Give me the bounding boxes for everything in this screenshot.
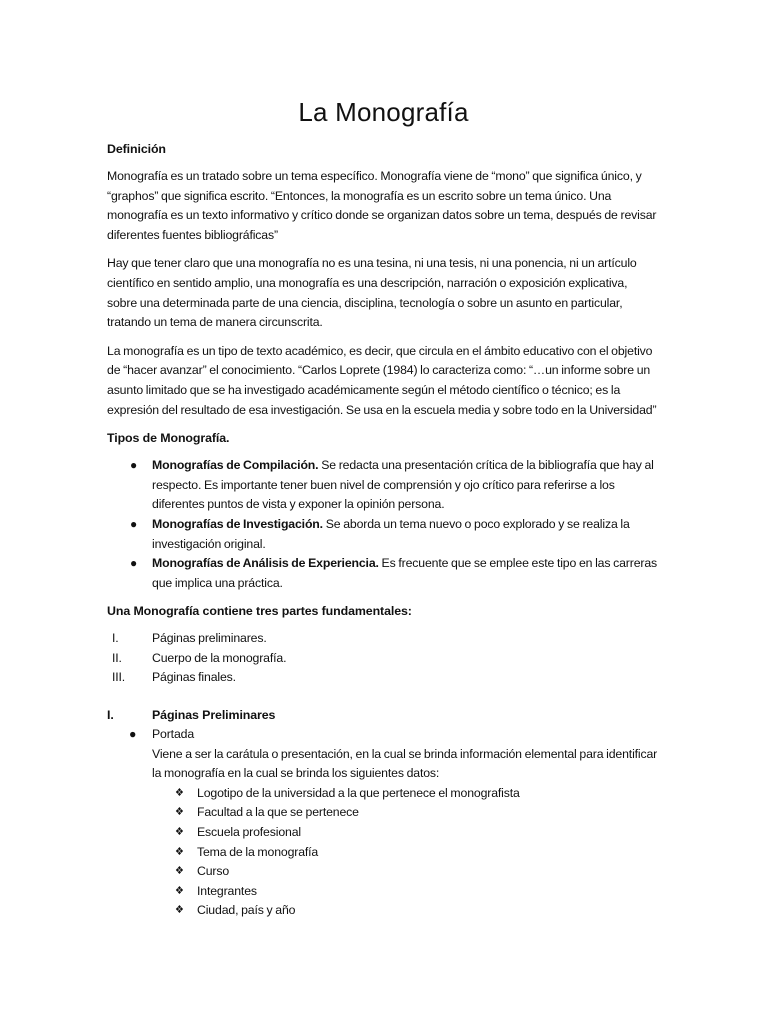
portada-text: Viene a ser la carátula o presentación, en la cual se brinda información elemental para identificar la monografía en la cual se brinda los siguientes datos: — [152, 746, 658, 781]
list-item — [175, 803, 660, 823]
diamond-bullet-icon: ❖ — [175, 786, 184, 799]
list-item — [130, 554, 660, 593]
list-item-text: Logotipo de la universidad a la que pertenece el monografista — [197, 785, 520, 800]
section-preliminares — [107, 706, 660, 725]
list-item — [112, 668, 660, 688]
list-item-text: Tema de la monografía — [197, 844, 319, 859]
list-item-bold: Monografías de Compilación. — [152, 458, 319, 473]
section-heading-definicion: Definición — [107, 142, 166, 156]
diamond-bullet-icon: ❖ — [175, 845, 184, 858]
list-item — [112, 649, 660, 669]
portada-label: Portada — [152, 727, 195, 742]
list-item-text: Curso — [197, 864, 230, 879]
diamond-bullet-icon: ❖ — [175, 865, 184, 878]
section-heading-preliminares: Páginas Preliminares — [152, 708, 276, 723]
portada-items-list — [107, 784, 660, 921]
roman-numeral: III. — [112, 670, 126, 685]
list-item-text: Cuerpo de la monografía. — [152, 650, 287, 665]
roman-numeral: I. — [112, 631, 119, 646]
bullet-icon: ● — [130, 556, 138, 571]
partes-list — [107, 629, 660, 688]
list-item-text: Escuela profesional — [197, 825, 301, 840]
list-item — [175, 843, 660, 863]
list-item — [175, 862, 660, 882]
list-item-text: Es frecuente que se emplee este tipo en las carreras que implica una práctica. — [152, 556, 658, 590]
list-item — [175, 901, 660, 921]
bullet-icon: ● — [130, 458, 138, 473]
section-heading-partes: Una Monografía contiene tres partes fundamentales: — [107, 604, 412, 619]
paragraph-definicion-2: Hay que tener claro que una monografía no es una tesina, ni una tesis, ni una ponencia, ni un artículo científico en sentido amplio, una monografía es una descripción, narración o exposición explicativa, sobre una determinada parte de una ciencia, disciplina, tecnología o sobre un asunto en particular, tratando un tema de manera circunscrita. — [107, 256, 637, 330]
page-title: La Monografía — [298, 97, 469, 127]
diamond-bullet-icon: ❖ — [175, 904, 184, 917]
diamond-bullet-icon: ❖ — [175, 806, 184, 819]
list-item — [130, 515, 660, 554]
section-heading-tipos: Tipos de Monografía. — [107, 431, 230, 446]
list-item-text: Se redacta una presentación crítica de la bibliografía que hay al respecto. Es importante tener buen nivel de comprensión y ojo crítico para referirse a los diferentes puntos de vista y exponer la opinión persona. — [152, 458, 654, 512]
list-item — [130, 456, 660, 515]
list-item-text: Facultad a la que se pertenece — [197, 805, 359, 820]
list-item — [175, 823, 660, 843]
roman-numeral: I. — [107, 708, 114, 723]
portada-block — [107, 725, 660, 784]
diamond-bullet-icon: ❖ — [175, 826, 184, 839]
list-item-text: Ciudad, país y año — [197, 903, 296, 918]
paragraph-definicion-1: Monografía es un tratado sobre un tema específico. Monografía viene de “mono” que significa único, y “graphos” que significa escrito. “Entonces, la monografía es un escrito sobre un tema único. Una monografía es un texto informativo y crítico donde se organizan datos sobre un tema, después de revisar diferentes fuentes bibliográficas” — [107, 169, 657, 242]
list-item-text: Integrantes — [197, 883, 257, 898]
tipos-list — [107, 456, 660, 593]
list-item — [175, 784, 660, 804]
bullet-icon: ● — [130, 516, 138, 531]
list-item — [112, 629, 660, 649]
bullet-icon: ● — [129, 727, 137, 742]
list-item-bold: Monografías de Análisis de Experiencia. — [152, 556, 379, 571]
list-item-text: Páginas finales. — [152, 670, 236, 685]
list-item — [175, 882, 660, 902]
roman-numeral: II. — [112, 650, 122, 665]
list-item-text: Se aborda un tema nuevo o poco explorado y se realiza la investigación original. — [152, 516, 630, 551]
diamond-bullet-icon: ❖ — [175, 884, 184, 897]
paragraph-definicion-3: La monografía es un tipo de texto académico, es decir, que circula en el ámbito educativo con el objetivo de “hacer avanzar” el conocimiento. “Carlos Loprete (1984) lo caracteriza como: “…un informe sobre un asunto limitado que se ha investigado académicamente según el método científico o técnico; es la expresión del resultado de esa investigación. Se usa en la escuela media y sobre todo en la Universidad” — [107, 343, 657, 417]
list-item-bold: Monografías de Investigación. — [152, 516, 323, 531]
list-item-text: Páginas preliminares. — [152, 631, 267, 646]
